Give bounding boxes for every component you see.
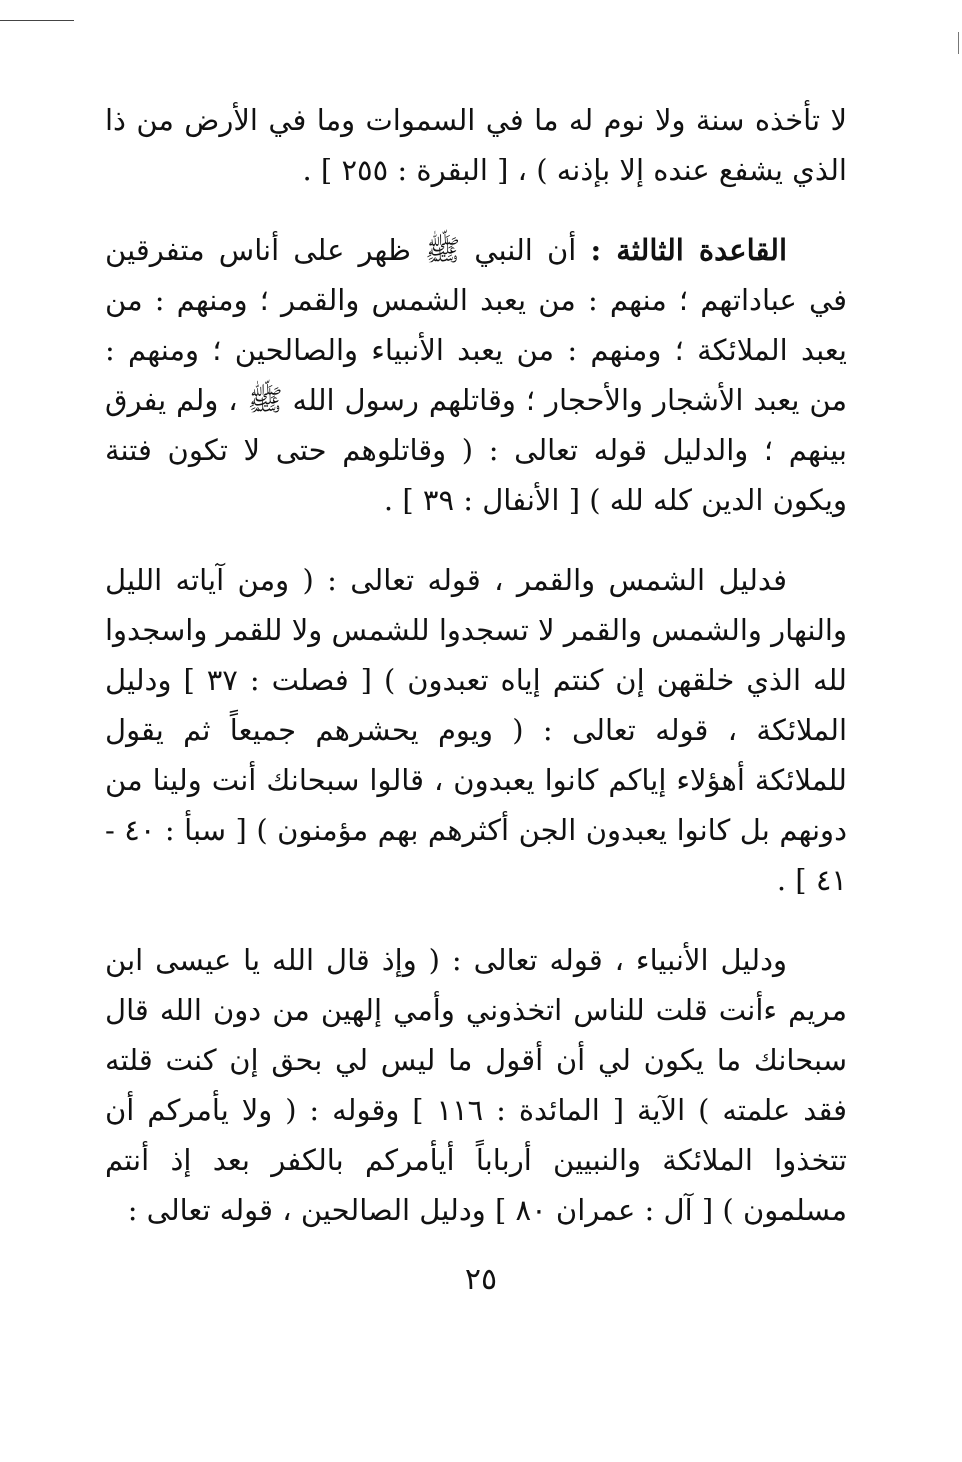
paragraph-3 [105, 555, 847, 905]
paragraph-2 [105, 225, 847, 525]
paragraph-3-text: فدليل الشمس والقمر ، قوله تعالى : ( ومن آياته الليل والنهار والشمس والقمر لا تسجدوا للشمس ولا للقمر واسجدوا لله الذي خلقهن إن كنتم إياه تعبدون ) [ فصلت : ٣٧ ] ودليل الملائكة ، قوله تعالى : ( ويوم يحشرهم جميعاً ثم يقول للملائكة أهؤلاء إياكم كانوا يعبدون ، قالوا سبحانك أنت ولينا من دونهم بل كانوا يعبدون الجن أكثرهم بهم مؤمنون ) [ سبأ : ٤٠ - ٤١ ] . [105, 563, 847, 897]
page-body [105, 95, 847, 1235]
paragraph-4-text: ودليل الأنبياء ، قوله تعالى : ( وإذ قال الله يا عيسى ابن مريم ءأنت قلت للناس اتخذوني وأمي إلهين من دون الله قال سبحانك ما يكون لي أن أقول ما ليس لي بحق إن كنت قلته فقد علمته ) الآية [ المائدة : ١١٦ ] وقوله : ( ولا يأمركم أن تتخذوا الملائكة والنبيين أرباباً أيأمركم بالكفر بعد إذ أنتم مسلمون ) [ آل : عمران ٨٠ ] ودليل الصالحين ، قوله تعالى : [105, 943, 847, 1227]
rule-heading: القاعدة الثالثة : [590, 233, 788, 267]
scan-edge-mark [958, 32, 959, 54]
paragraph-4 [105, 935, 847, 1235]
paragraph-1 [105, 95, 847, 195]
scan-edge-line [0, 20, 74, 21]
paragraph-1-text: لا تأخذه سنة ولا نوم له ما في السموات وما في الأرض من ذا الذي يشفع عنده إلا بإذنه ) ، [ البقرة : ٢٥٥ ] . [105, 103, 847, 187]
paragraph-2-text: أن النبي ﷺ ظهر على أناس متفرقين في عباداتهم ؛ منهم : من يعبد الشمس والقمر ؛ ومنهم : من يعبد الملائكة ؛ ومنهم : من يعبد الأنبياء والصالحين ؛ ومنهم : من يعبد الأشجار والأحجار ؛ وقاتلهم رسول الله ﷺ ، ولم يفرق بينهم ؛ والدليل قوله تعالى : ( وقاتلوهم حتى لا تكون فتنة ويكون الدين كله لله ) [ الأنفال : ٣٩ ] . [105, 233, 847, 517]
page-number: ٢٥ [464, 1262, 498, 1297]
